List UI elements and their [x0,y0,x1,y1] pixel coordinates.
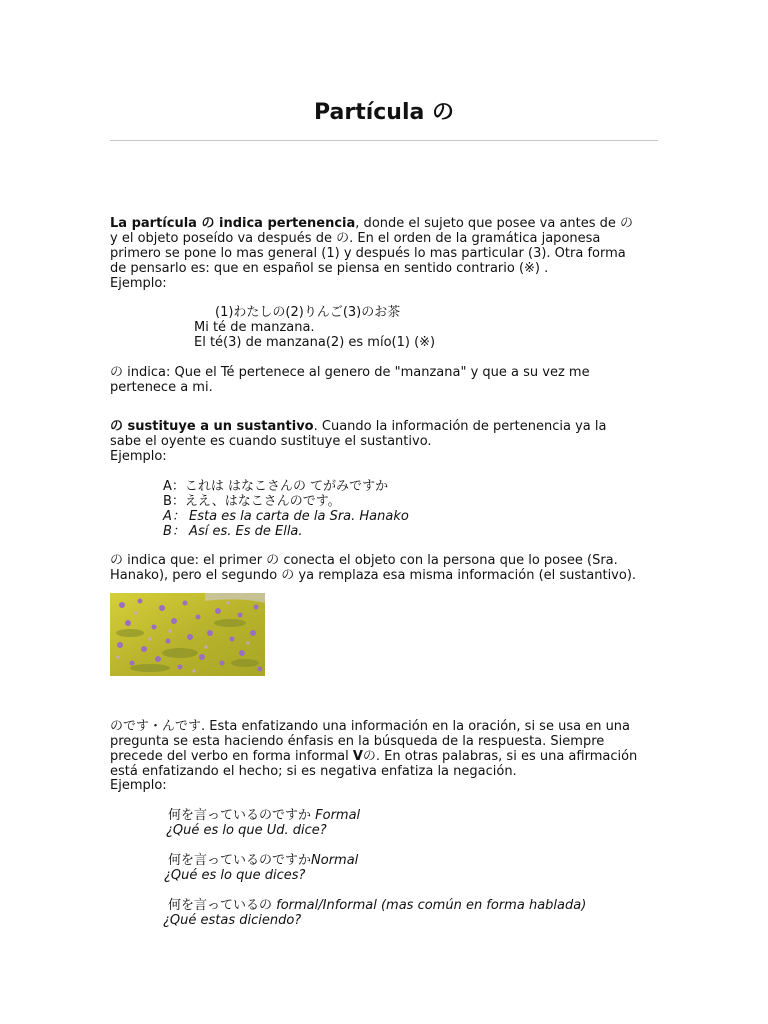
flower-field-image [110,593,265,676]
s4-line-2: Hanako), pero el segundo の ya remplaza esa misma información (el sustantivo). [110,568,637,583]
s4-line-1: の indica que: el primer の conecta el objeto con la persona que lo posee (Sra. [110,553,618,568]
s5-ex2-spanish: ¿Qué es lo que dices? [164,868,306,883]
s1-example-spanish-1: Mi té de manzana. [194,320,315,335]
s3-ejemplo-label: Ejemplo: [110,449,167,464]
s5-ex1-japanese: 何を言っているのですか Formal [168,808,361,823]
s1-bold-heading: La partícula の indica pertenencia [110,216,356,231]
s1-line-1: La partícula の indica pertenencia, donde el sujeto que posee va antes de の [110,216,634,231]
s3-dialogue-b-spanish: B： Así es. Es de Ella. [163,524,303,539]
s5-line-3: precede del verbo en forma informal Vの. En otras palabras, si es una afirmación [110,749,638,764]
s3-dialogue-a-spanish: A： Esta es la carta de la Sra. Hanako [163,509,409,524]
s2-line-2: pertenece a mi. [110,380,213,395]
s1-line-3: primero se pone lo mas general (1) y después lo mas particular (3). Otra forma [110,246,626,261]
s3-line-2: sabe el oyente es cuando sustituye el sustantivo. [110,434,432,449]
s5-ex3-spanish: ¿Qué estas diciendo? [163,913,302,928]
s5-ex3-japanese: 何を言っているの formal/Informal (mas común en forma hablada) [168,898,587,913]
title-divider [110,140,658,141]
s3-line-1: の sustituye a un sustantivo. Cuando la información de pertenencia ya la [110,419,607,434]
s5-ejemplo-label: Ejemplo: [110,778,167,793]
s5-line-2: pregunta se esta haciendo énfasis en la búsqueda de la respuesta. Siempre [110,734,605,749]
s2-line-1: の indica: Que el Té pertenece al genero de "manzana" y que a su vez me [110,365,590,380]
s5-ex2-japanese: 何を言っているのですかNormal [168,853,359,868]
s1-line-2: y el objeto poseído va después de の. En el orden de la gramática japonesa [110,231,601,246]
page-title: Partícula の [313,100,455,125]
s5-line-1: のです・んです. Esta enfatizando una información en la oración, si se usa en una [110,719,631,734]
s1-line-4: de pensarlo es: que en español se piensa en sentido contrario (※) . [110,261,549,276]
s1-example-spanish-2: El té(3) de manzana(2) es mío(1) (※) [194,335,436,350]
s1-example-japanese: (1)わたしの(2)りんご(3)のお茶 [215,305,401,320]
s3-bold-heading: の sustituye a un sustantivo [110,419,314,434]
s3-dialogue-b-japanese: B：ええ、はなこさんのです。 [163,494,341,509]
s5-line-4: está enfatizando el hecho; si es negativa enfatiza la negación. [110,764,517,779]
s3-dialogue-a-japanese: A：これは はなこさんの てがみですか [163,479,389,494]
s1-ejemplo-label: Ejemplo: [110,276,167,291]
s5-ex1-spanish: ¿Qué es lo que Ud. dice? [166,823,327,838]
